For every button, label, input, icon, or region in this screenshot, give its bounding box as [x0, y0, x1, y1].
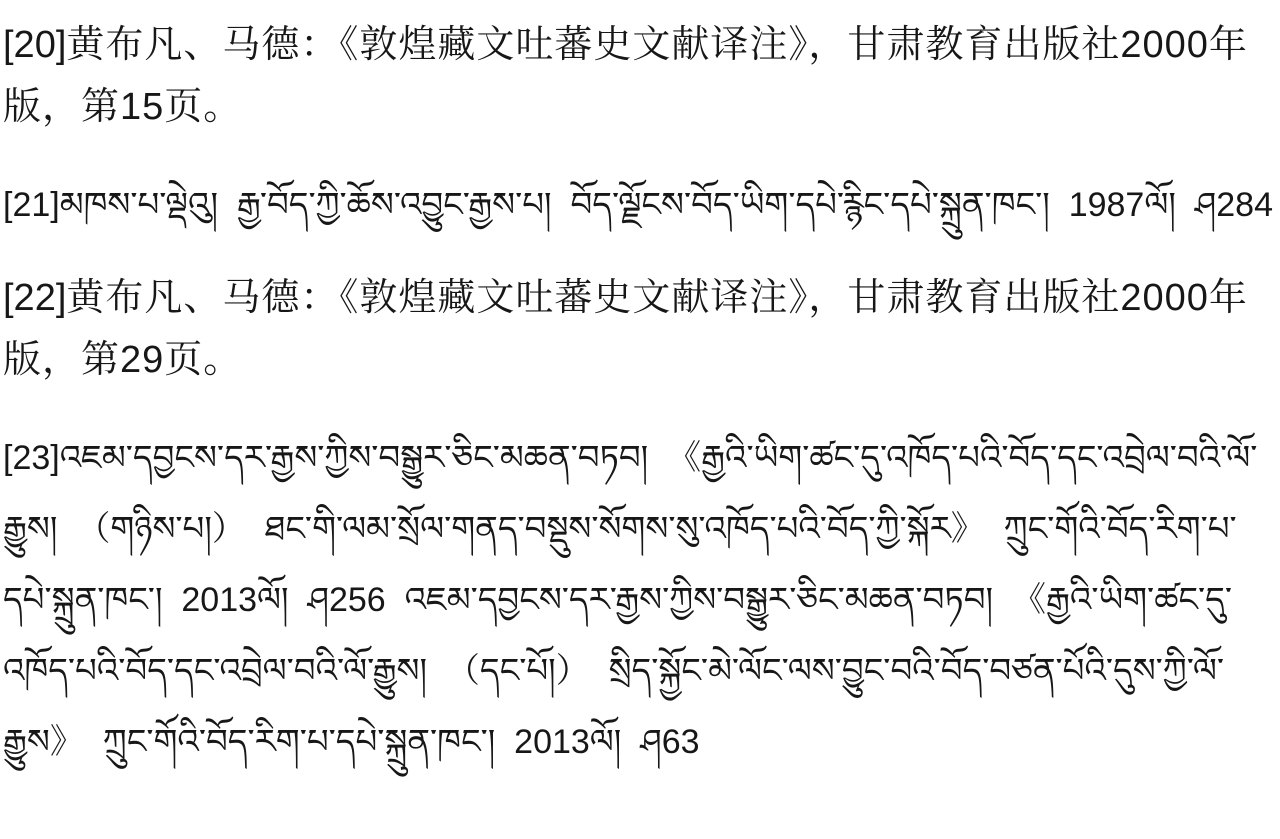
footnote-21-text: མཁས་པ་ལྡེའུ། རྒྱ་བོད་ཀྱི་ཆོས་འབྱུང་རྒྱས་པ། བོད་ལྗོངས་བོད་ཡིག་དཔེ་རྙིང་དཔེ་སྐྲུན་ཁང་། 1987ལོ། ཤ284 — [59, 186, 1273, 224]
footnote-23 — [3, 423, 1274, 778]
footnote-23-text: འཇམ་དབྱངས་དར་རྒྱས་ཀྱིས་བསྒྱུར་ཅིང་མཆན་བཏབ། 《རྒྱའི་ཡིག་ཚང་དུ་འཁོད་པའི་བོད་དང་འབྲེལ་བའི་ལོ་རྒྱུས། （གཉིས་པ།） ཐང་གི་ལམ་སྲོལ་གནད་བསྡུས་སོགས་སུ་འཁོད་པའི་བོད་ཀྱི་སྐོར》 ཀྲུང་གོའི་བོད་རིག་པ་དཔེ་སྐྲུན་ཁང་། 2013ལོ། ཤ256 འཇམ་དབྱངས་དར་རྒྱས་ཀྱིས་བསྒྱུར་ཅིང་མཆན་བཏབ། 《རྒྱའི་ཡིག་ཚང་དུ་འཁོད་པའི་བོད་དང་འབྲེལ་བའི་ལོ་རྒྱུས། （དང་པོ།） སྲིད་སྐྱོང་མེ་ལོང་ལས་བྱུང་བའི་བོད་བཙན་པོའི་དུས་ཀྱི་ལོ་རྒྱུས》 ཀྲུང་གོའི་བོད་རིག་པ་དཔེ་སྐྲུན་ཁང་། 2013ལོ། ཤ63 — [3, 439, 1258, 761]
footnote-23-number: [23] — [3, 439, 60, 477]
footnote-20-text: 黄布凡、马德：《敦煌藏文吐蕃史文献译注》，甘肃教育出版社2000年版，第15页。 — [3, 24, 1248, 128]
footnote-20-number: [20] — [3, 24, 67, 66]
footnote-21-number: [21] — [3, 186, 60, 224]
footnote-20 — [3, 14, 1274, 138]
footnote-22-number: [22] — [3, 277, 67, 319]
footnote-22 — [3, 267, 1274, 391]
footnote-21 — [3, 170, 1274, 241]
footnote-22-text: 黄布凡、马德：《敦煌藏文吐蕃史文献译注》，甘肃教育出版社2000年版，第29页。 — [3, 277, 1248, 381]
